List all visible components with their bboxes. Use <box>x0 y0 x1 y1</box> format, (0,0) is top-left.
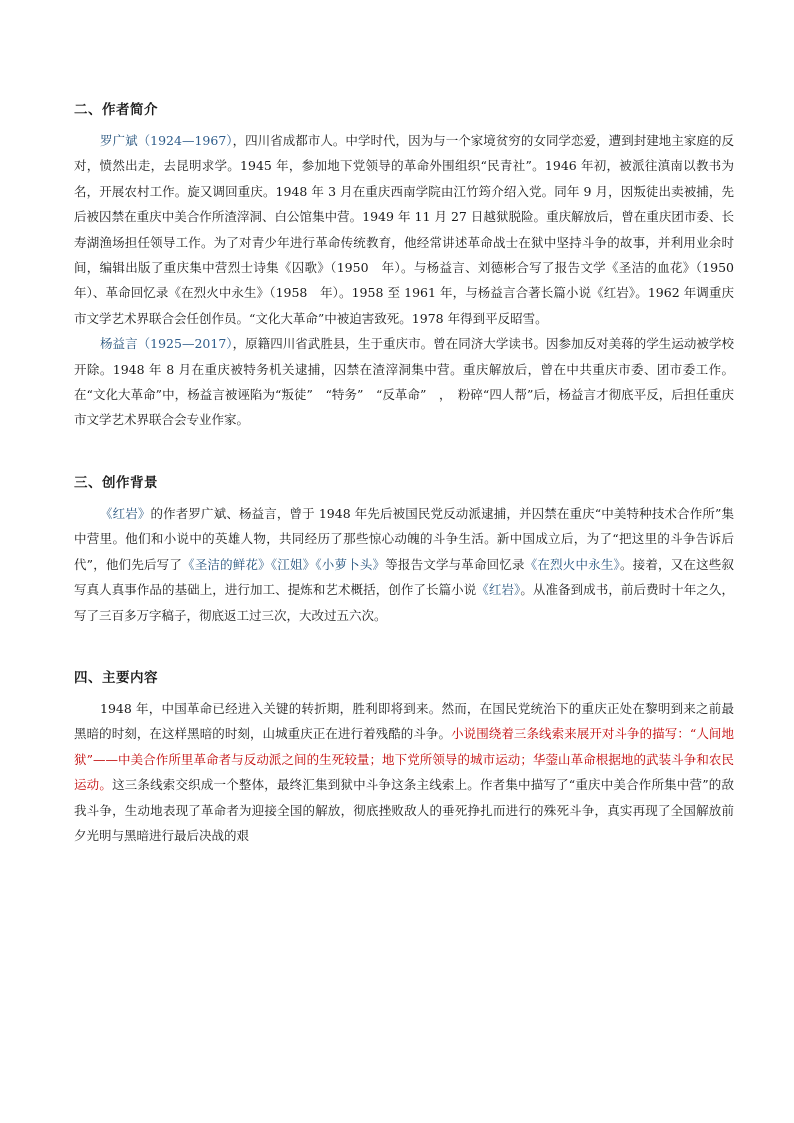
section-heading: 二、作者简介 <box>74 102 158 118</box>
memoir-title: 《在烈火中永生》 <box>524 556 620 572</box>
author-name: 杨益言 <box>100 336 138 352</box>
section-heading: 三、创作背景 <box>74 474 158 491</box>
novel-title: 《红岩》 <box>476 582 521 598</box>
section-heading: 四、主要内容 <box>74 669 158 686</box>
book-title: 《红岩》 <box>100 505 151 521</box>
body-text: 。从准备到成书，前后费时十年之久，写了三百多万字稿子，彻底返工过三次，大改过五六次。 <box>74 582 734 623</box>
author-years: （1924—1967） <box>137 133 233 148</box>
section-background <box>74 471 734 628</box>
author-bio-luo <box>74 128 747 331</box>
bio-text: ，四川省成都市人。中学时代，因为与一个家境贫穷的女同学恋爱，遭到封建地主家庭的反对，愤然出走，去昆明求学。1945 年，参加地下党领导的革命外围组织“民青社”。1946 年初，被派往滇南以教书为名，开展农村工作。旋又调回重庆。1948 年 3 月在重庆西南学院由江竹筠介绍入党。同年 9 月，因叛徒出卖被捕，先后被囚禁在重庆中美合作所渣滓洞、白公馆集中营。1949 年 11 月 27 日越狱脱险。重庆解放后，曾在重庆团市委、长寿湖渔场担任领导工作。为了对青少年进行革命传统教育，他经常讲述革命战士在狱中坚持斗争的故事，并利用业余时间，编辑出版了重庆集中营烈士诗集《囚歌》（1950 年）。与杨益言、刘德彬合写了报告文学《圣洁的血花》（1950 年）、革命回忆录《在烈火中永生》（1958 年）。1958 至 1961 年，与杨益言合著长篇小说《红岩》。1962 年调重庆市文学艺术界联合会任创作员。“文化大革命”中被迫害致死。1978 年得到平反昭雪。 <box>74 133 747 326</box>
body-text: 等报告文学与革命回忆录 <box>385 556 525 572</box>
works-titles: 《圣洁的鲜花》《江姐》《小萝卜头》 <box>182 556 386 572</box>
author-name: 罗广斌 <box>100 133 138 148</box>
bio-text: ，原籍四川省武胜县，生于重庆市。曾在同济大学读书。因参加反对美蒋的学生运动被学校开除。1948 年 8 月在重庆被特务机关逮捕，囚禁在渣滓洞集中营。重庆解放后，曾在中共重庆市委、团市委工作。在“文化大革命”中，杨益言被诬陷为“叛徒” “特务” “反革命” ， 粉碎“四人帮”后，杨益言才彻底平反，后担任重庆市文学艺术界联合会专业作家。 <box>74 336 734 428</box>
background-paragraph <box>74 501 734 628</box>
highlighted-text: 小说围绕着三条线索来展开对斗争的描写：“人间地狱”——中美合作所里革命者与反动派之间的生死较量；地下党所领导的城市运动；华蓥山革命根据地的武装斗争和农民运动。 <box>74 726 734 793</box>
body-text: 的作者罗广斌、杨益言，曾于 1948 年先后被国民党反动派逮捕，并囚禁在重庆“中美特种技术合作所”集中营里。他们和小说中的英雄人物，共同经历了那些惊心动魄的斗争生活。新中国成立后，为了“把这里的斗争告诉后代”，他们先后写了 <box>74 505 734 572</box>
body-text: 。接着，又在这些叙写真人真事作品的基础上，进行加工、提炼和艺术概括，创作了长篇小说 <box>74 556 734 598</box>
author-bio-yang <box>74 331 734 433</box>
section-main-content <box>74 666 734 848</box>
body-text: 1948 年，中国革命已经进入关键的转折期，胜利即将到来。然而，在国民党统治下的重庆正处在黎明到来之前最黑暗的时刻，在这样黑暗的时刻，山城重庆正在进行着残酷的斗争。 <box>74 700 734 742</box>
body-text: 这三条线索交织成一个整体，最终汇集到狱中斗争这条主线索上。作者集中描写了“重庆中美合作所集中营”的敌我斗争，生动地表现了革命者为迎接全国的解放，彻底挫败敌人的垂死挣扎而进行的殊死斗争，真实再现了全国解放前夕光明与黑暗进行最后决战的艰 <box>74 777 734 843</box>
author-years: （1925—2017） <box>137 336 233 352</box>
content-paragraph <box>74 696 734 848</box>
section-author-intro <box>74 98 747 433</box>
